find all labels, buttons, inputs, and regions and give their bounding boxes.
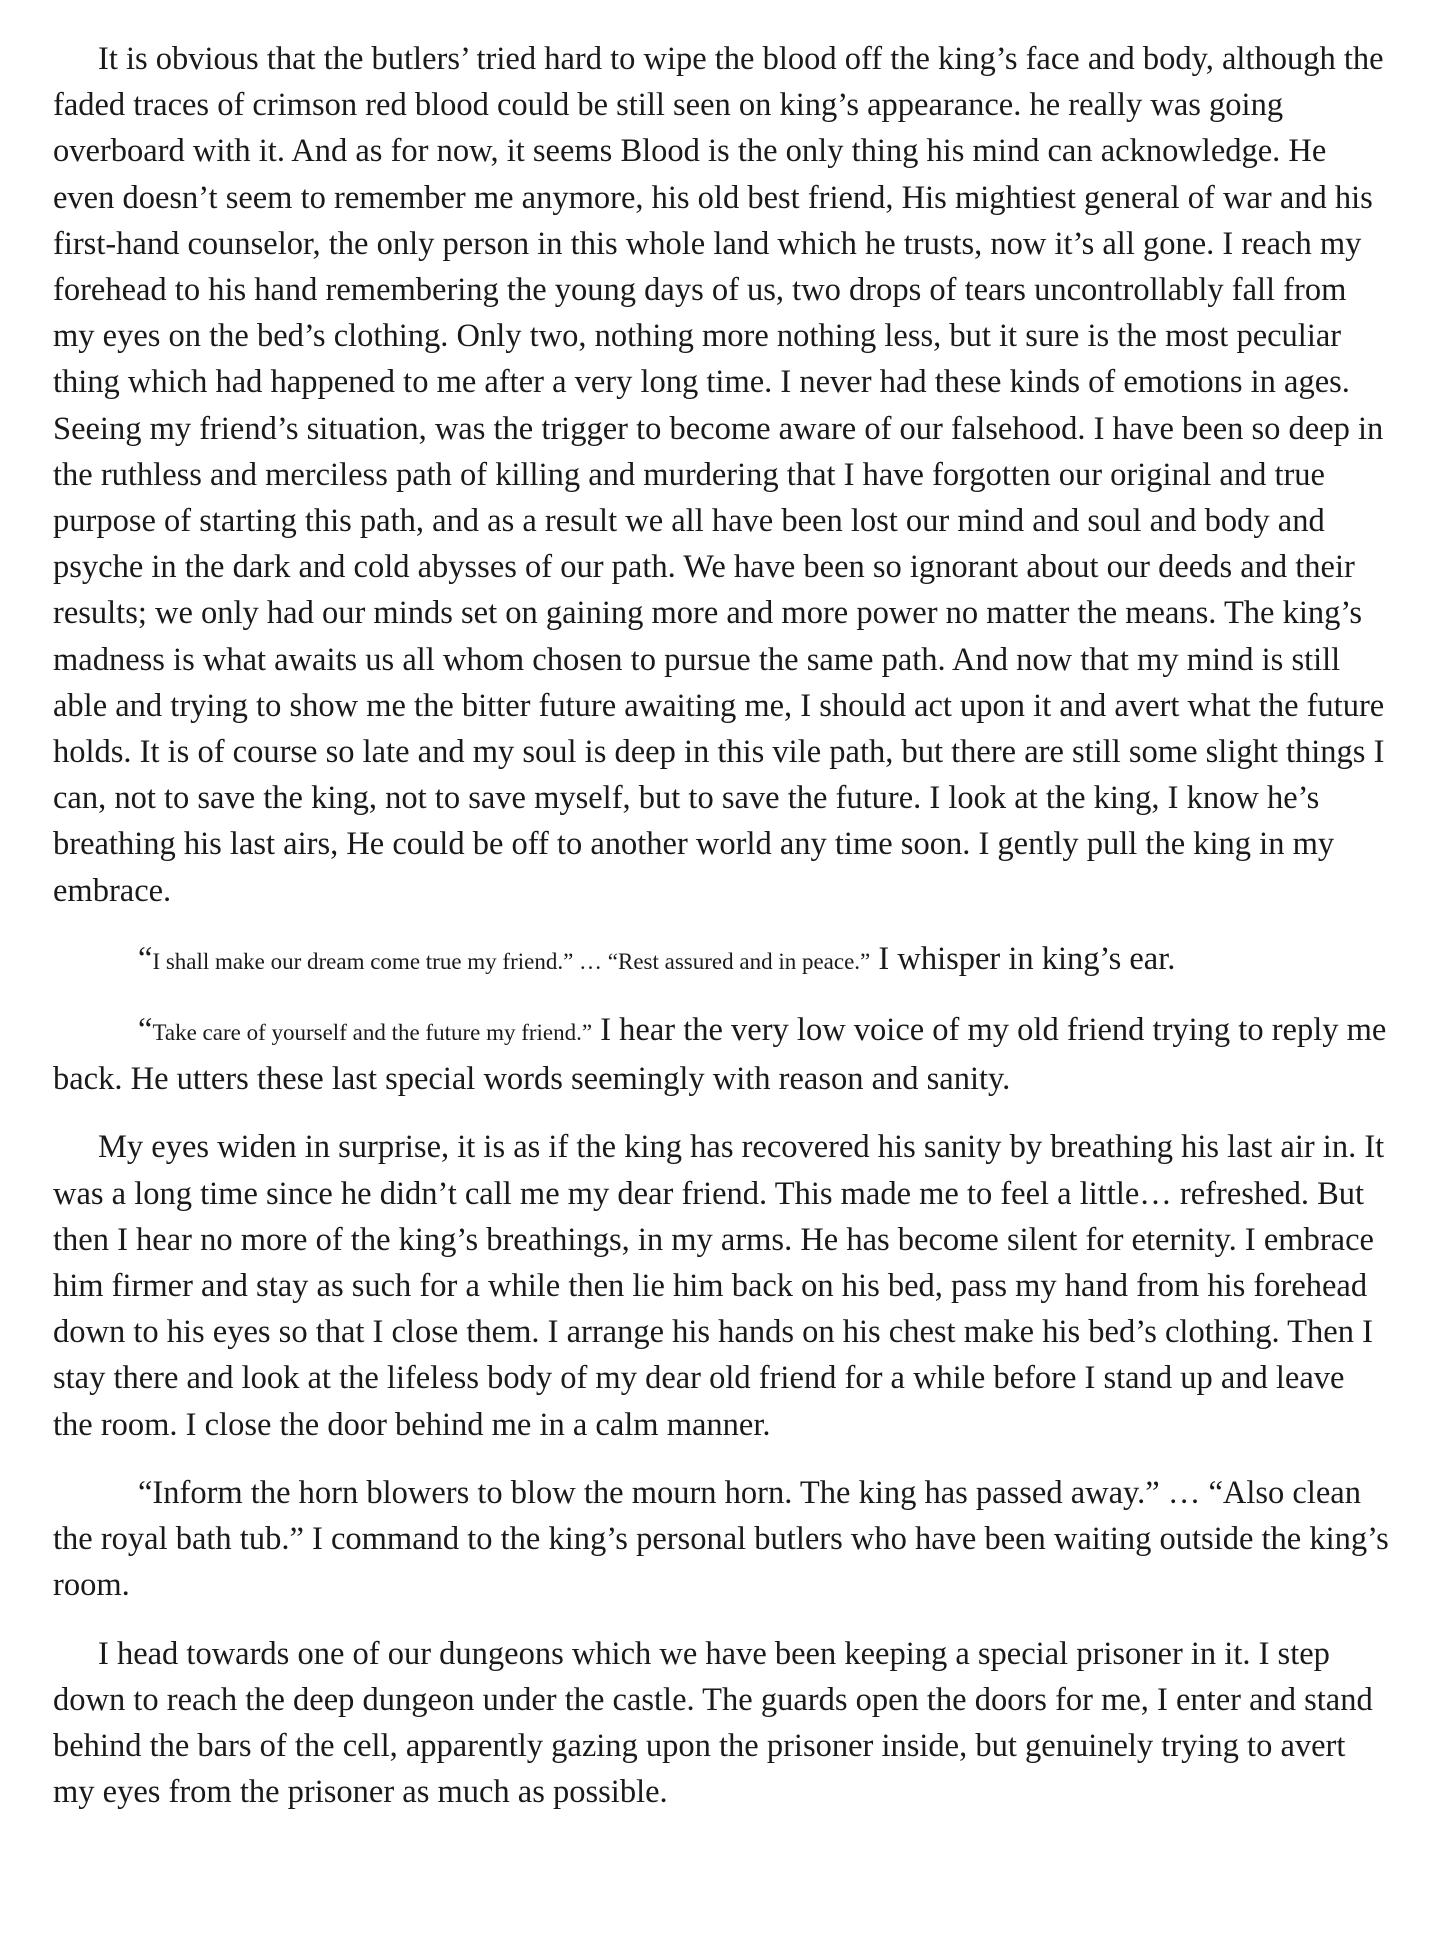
paragraph-dungeon: I head towards one of our dungeons which we have been keeping a special prisoner in it. I step down to reach the deep dungeon under the castle. The guards open the doors for me, I enter and stand behind the bars of the cell, apparently gazing upon the prisoner inside, but genuinely trying to avert my eyes from the prisoner as much as possible. bbox=[53, 1635, 1373, 1811]
dialogue-reply bbox=[53, 1007, 1392, 1102]
dialogue-command: “Inform the horn blowers to blow the mourn horn. The king has passed away.” … “Also clean the royal bath tub.” I command to the king’s personal butlers who have been waiting outside the king’s room. bbox=[53, 1474, 1389, 1604]
dialogue-whisper-quote: I shall make our dream come true my friend.” … “Rest assured and in peace.” bbox=[152, 948, 871, 974]
paragraph-king-death: My eyes widen in surprise, it is as if the king has recovered his sanity by breathing his last air in. It was a long time since he didn’t call me my dear friend. This made me to feel a little… refreshed. But then I hear no more of the king’s breathings, in my arms. He has become silent for eternity. I embrace him firmer and stay as such for a while then lie him back on his bed, pass my hand from his forehead down to his eyes so that I close them. I arrange his hands on his chest make his bed’s clothing. Then I stay there and look at the lifeless body of my dear old friend for a while before I stand up and leave the room. I close the door behind me in a calm manner. bbox=[53, 1129, 1385, 1443]
dialogue-whisper bbox=[53, 936, 1392, 985]
dialogue-reply-quote: Take care of yourself and the future my friend.” bbox=[152, 1020, 593, 1046]
dialogue-whisper-narration: I whisper in king’s ear. bbox=[870, 940, 1176, 977]
dialogue-reply-narration: I hear the very low voice of my old friend trying to reply me back. He utters these last special words seemingly with reason and sanity. bbox=[53, 1012, 1387, 1098]
paragraph-king-bedside: It is obvious that the butlers’ tried hard to wipe the blood off the king’s face and body, although the faded traces of crimson red blood could be still seen on king’s appearance. he really was going overboard with it. And as for now, it seems Blood is the only thing his mind can acknowledge. He even doesn’t seem to remember me anymore, his old best friend, His mightiest general of war and his first-hand counselor, the only person in this whole land which he trusts, now it’s all gone. I reach my forehead to his hand remembering the young days of us, two drops of tears uncontrollably fall from my eyes on the bed’s clothing. Only two, nothing more nothing less, but it sure is the most peculiar thing which had happened to me after a very long time. I never had these kinds of emotions in ages. Seeing my friend’s situation, was the trigger to become aware of our falsehood. I have been so deep in the ruthless and merciless path of killing and murdering that I have forgotten our original and true purpose of starting this path, and as a result we all have been lost our mind and soul and body and psyche in the dark and cold abysses of our path. We have been so ignorant about our deeds and their results; we only had our minds set on gaining more and more power no matter the means. The king’s madness is what awaits us all whom chosen to pursue the same path. And now that my mind is still able and trying to show me the bitter future awaiting me, I should act upon it and avert what the future holds. It is of course so late and my soul is deep in this vile path, but there are still some slight things I can, not to save the king, not to save myself, but to save the future. I look at the king, I know he’s breathing his last airs, He could be off to another world any time soon. I gently pull the king in my embrace. bbox=[53, 41, 1385, 909]
quote-mark: “ bbox=[138, 1012, 153, 1049]
quote-mark: “ bbox=[138, 940, 153, 977]
